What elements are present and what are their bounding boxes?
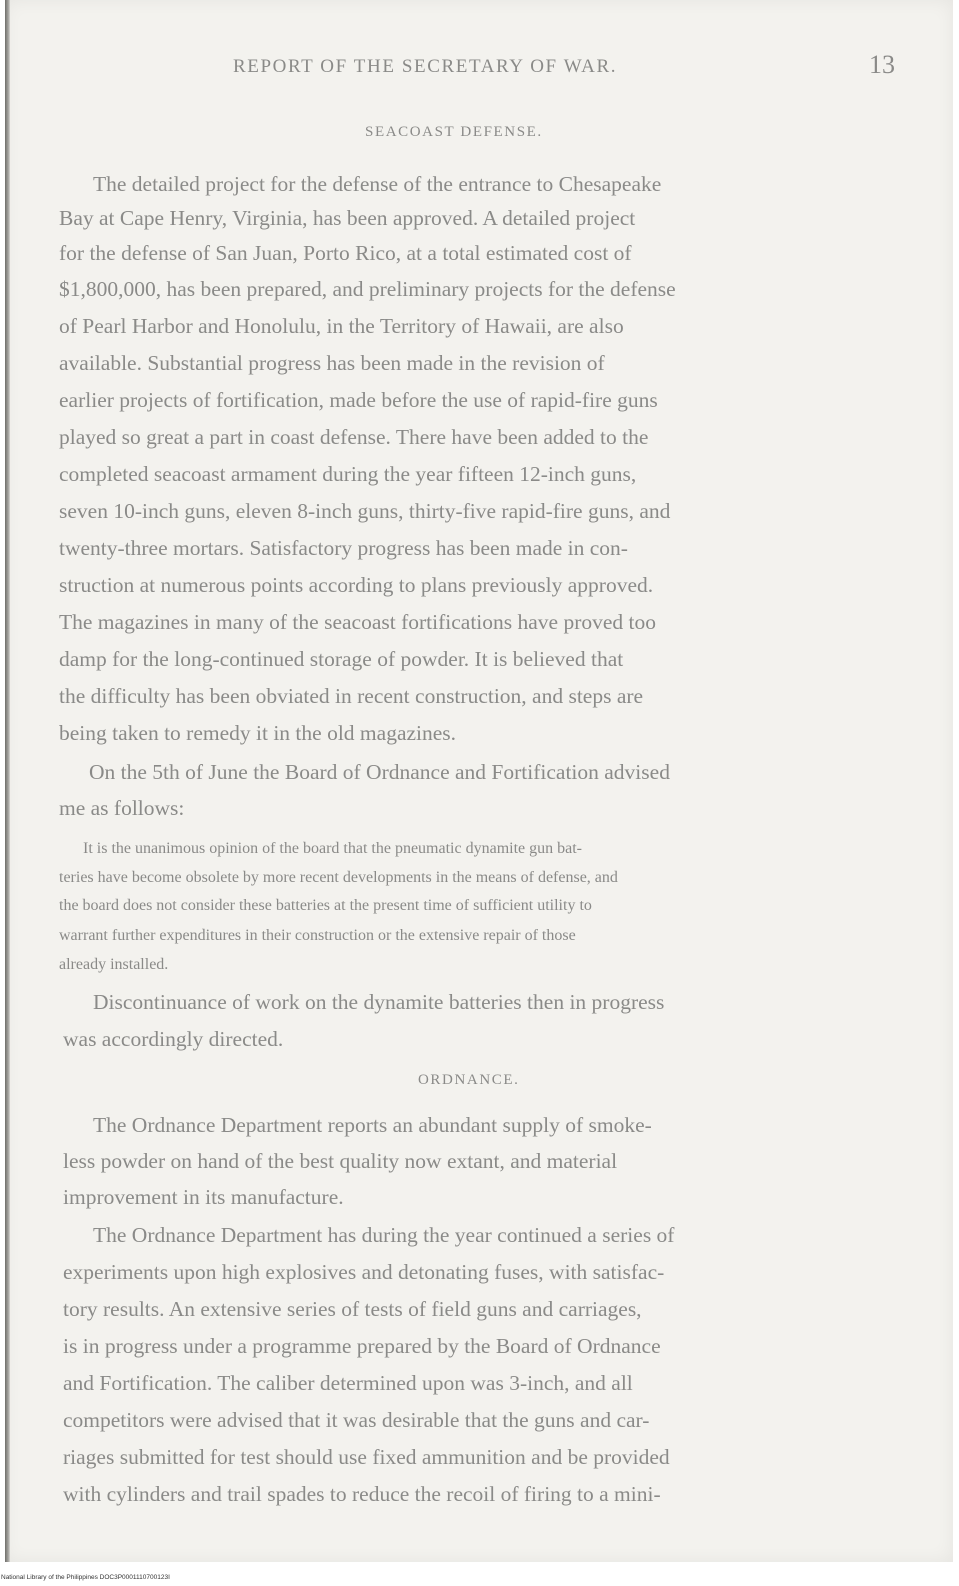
text-line: tory results. An extensive series of tests of field guns and carriages, — [63, 1297, 642, 1321]
text-line: available. Substantial progress has been made in the revision of — [59, 351, 605, 375]
quote-line: the board does not consider these batteries at the present time of sufficient utility to — [59, 897, 592, 914]
text-line: was accordingly directed. — [63, 1027, 284, 1051]
footer-credit: National Library of the Philippines DOC3P0001110700123I — [1, 1574, 170, 1581]
text-line: The Ordnance Department reports an abundant supply of smoke- — [93, 1113, 652, 1137]
text-line: the difficulty has been obviated in recent construction, and steps are — [59, 684, 644, 708]
page-number: 13 — [869, 50, 895, 79]
text-line: competitors were advised that it was desirable that the guns and car- — [63, 1408, 650, 1432]
text-line: played so great a part in coast defense. There have been added to the — [59, 425, 649, 449]
document-page — [5, 0, 953, 1562]
text-line: On the 5th of June the Board of Ordnance and Fortification advised — [89, 760, 670, 784]
text-line: damp for the long-continued storage of powder. It is believed that — [59, 647, 624, 671]
text-line: me as follows: — [59, 796, 185, 820]
quote-line: already installed. — [59, 956, 169, 973]
text-line: The Ordnance Department has during the year continued a series of — [93, 1223, 675, 1247]
page-binding-edge — [5, 0, 10, 1562]
text-line: $1,800,000, has been prepared, and preliminary projects for the defense — [59, 277, 676, 301]
text-line: riages submitted for test should use fixed ammunition and be provided — [63, 1445, 670, 1469]
quote-line: It is the unanimous opinion of the board that the pneumatic dynamite gun bat- — [83, 840, 582, 857]
section-heading-ordnance: ORDNANCE. — [418, 1072, 520, 1088]
text-line: twenty-three mortars. Satisfactory progress has been made in con- — [59, 536, 628, 560]
text-line: struction at numerous points according to plans previously approved. — [59, 573, 654, 597]
quote-line: teries have become obsolete by more recent developments in the means of defense, and — [59, 869, 618, 886]
text-line: less powder on hand of the best quality now extant, and material — [63, 1149, 618, 1173]
text-line: earlier projects of fortification, made before the use of rapid-fire guns — [59, 388, 658, 412]
text-line: Bay at Cape Henry, Virginia, has been approved. A detailed project — [59, 206, 636, 230]
text-line: The magazines in many of the seacoast fortifications have proved too — [59, 610, 657, 634]
running-head: REPORT OF THE SECRETARY OF WAR. — [233, 56, 618, 77]
text-line: Discontinuance of work on the dynamite batteries then in progress — [93, 990, 665, 1014]
text-line: seven 10-inch guns, eleven 8-inch guns, thirty-five rapid-fire guns, and — [59, 499, 671, 523]
text-line: experiments upon high explosives and detonating fuses, with satisfac- — [63, 1260, 665, 1284]
text-line: for the defense of San Juan, Porto Rico, at a total estimated cost of — [59, 241, 632, 265]
text-line: of Pearl Harbor and Honolulu, in the Territory of Hawaii, are also — [59, 314, 624, 338]
text-line: being taken to remedy it in the old magazines. — [59, 721, 457, 745]
section-heading-seacoast-defense: SEACOAST DEFENSE. — [365, 124, 543, 140]
quote-line: warrant further expenditures in their construction or the extensive repair of those — [59, 927, 576, 944]
text-line: and Fortification. The caliber determined upon was 3-inch, and all — [63, 1371, 633, 1395]
text-line: with cylinders and trail spades to reduce the recoil of firing to a mini- — [63, 1482, 661, 1506]
text-line: completed seacoast armament during the year fifteen 12-inch guns, — [59, 462, 637, 486]
text-line: improvement in its manufacture. — [63, 1185, 344, 1209]
text-line: The detailed project for the defense of the entrance to Chesapeake — [93, 172, 662, 196]
text-line: is in progress under a programme prepared by the Board of Ordnance — [63, 1334, 661, 1358]
